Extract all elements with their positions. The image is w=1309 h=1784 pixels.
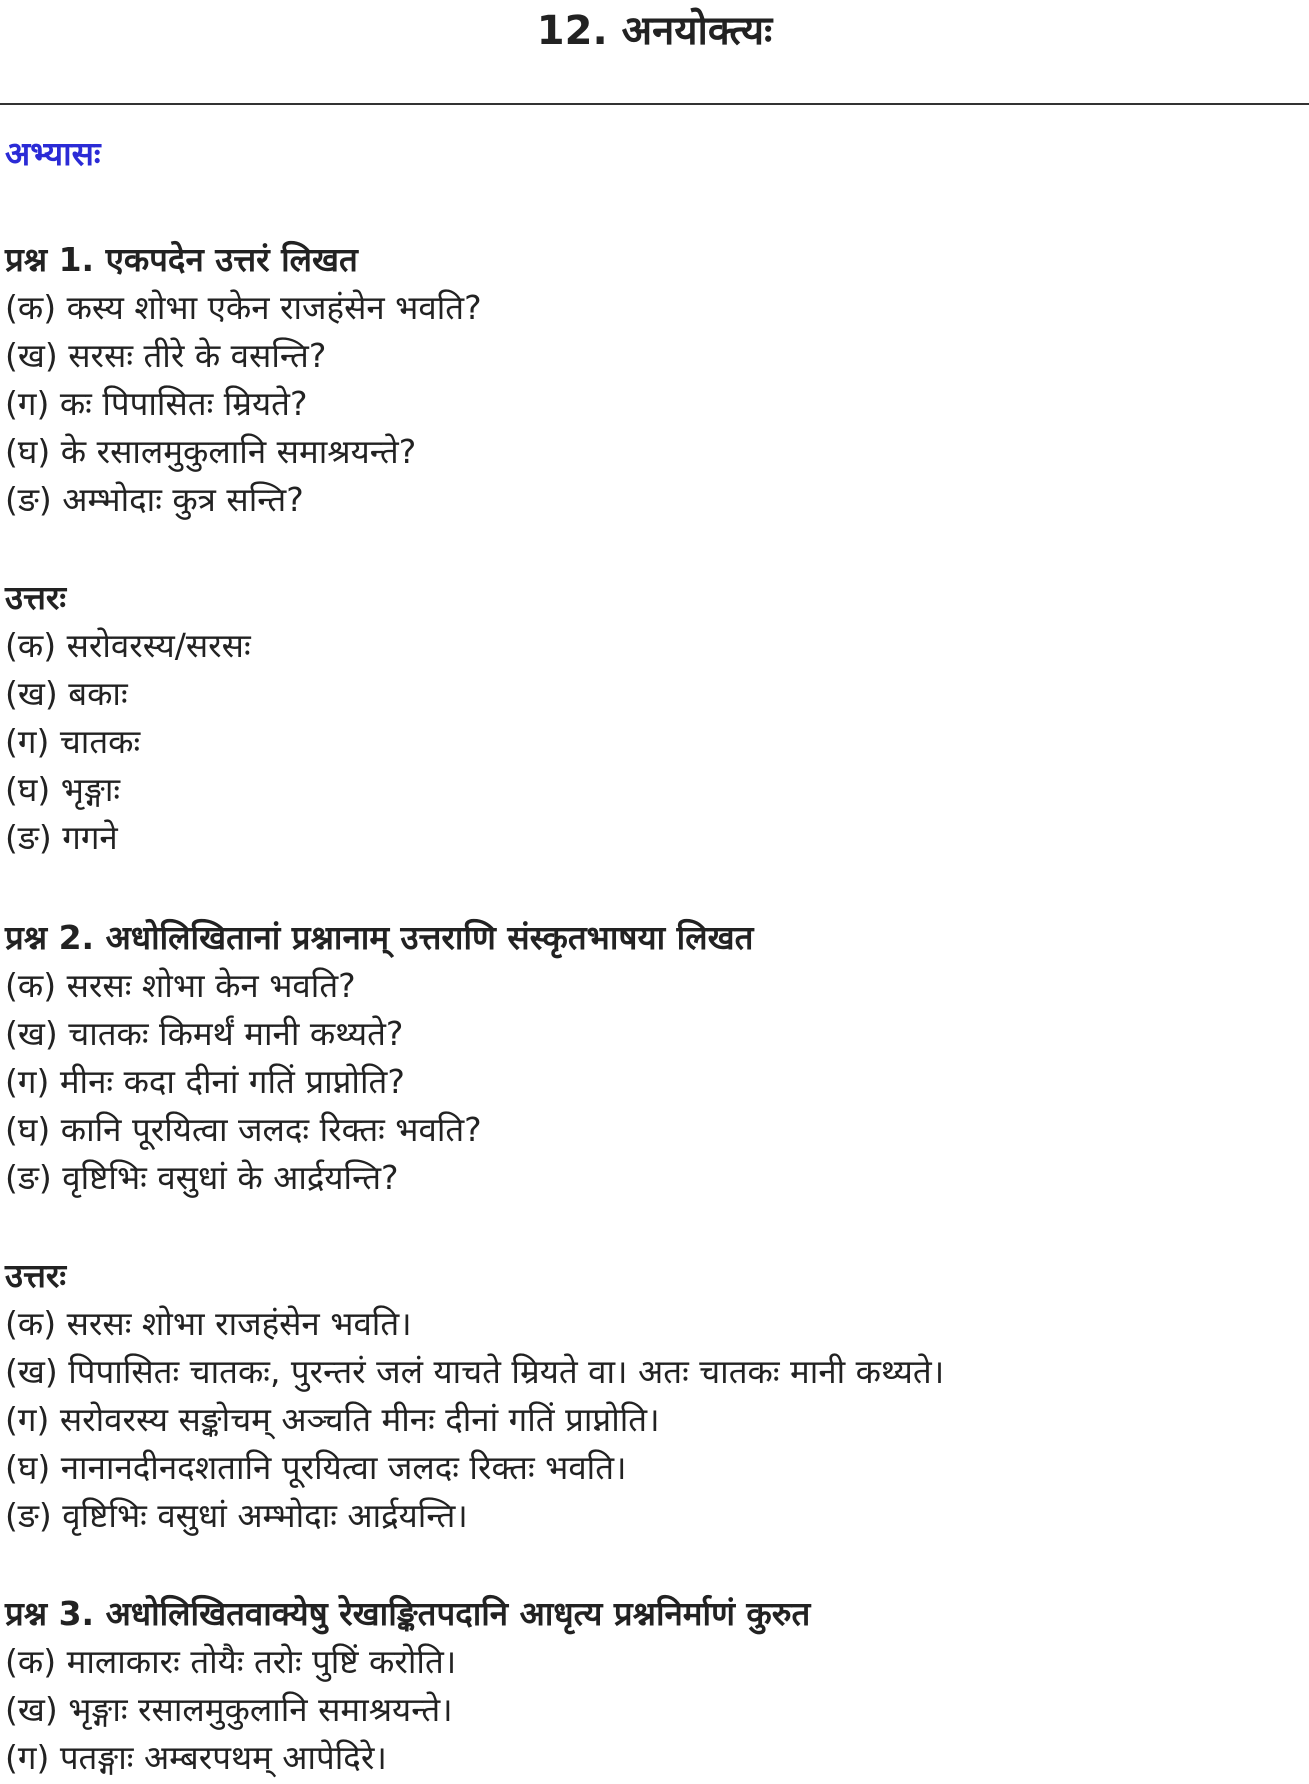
question-3: [5, 1590, 1300, 1782]
page-title: 12. अनयोक्त्यः: [536, 8, 773, 54]
question-1-item: (ख) सरसः तीरे के वसन्ति?: [5, 336, 327, 375]
question-1-item: (ग) कः पिपासितः म्रियते?: [5, 384, 308, 423]
answer-2: [5, 1252, 1300, 1540]
answer-2-item: (ग) सरोवरस्य सङ्कोचम् अञ्चति मीनः दीनां गतिं प्राप्नोति।: [5, 1400, 660, 1439]
answer-2-item: (ख) पिपासितः चातकः, पुरन्तरं जलं याचते म्रियते वा। अतः चातकः मानी कथ्यते।: [5, 1352, 945, 1391]
question-3-item: (ख) भृङ्गाः रसालमुकुलानि समाश्रयन्ते।: [5, 1690, 453, 1729]
question-2-heading: प्रश्न 2. अधोलिखितानां प्रश्नानाम् उत्तराणि संस्कृतभाषया लिखत: [5, 918, 754, 957]
practice-heading: अभ्यासः: [5, 134, 101, 173]
title-divider: [0, 103, 1309, 105]
answer-1-heading: उत्तरः: [5, 578, 67, 617]
answer-1: [5, 574, 1300, 862]
question-3-item: (ग) पतङ्गाः अम्बरपथम् आपेदिरे।: [5, 1738, 387, 1777]
answer-1-item: (घ) भृङ्गाः: [5, 770, 121, 809]
answer-2-item: (क) सरसः शोभा राजहंसेन भवति।: [5, 1304, 412, 1343]
question-1-item: (घ) के रसालमुकुलानि समाश्रयन्ते?: [5, 432, 417, 471]
question-3-item: (क) मालाकारः तोयैः तरोः पुष्टिं करोति।: [5, 1642, 457, 1681]
answer-2-item: (ङ) वृष्टिभिः वसुधां अम्भोदाः आर्द्रयन्ति।: [5, 1496, 468, 1535]
question-1: [5, 236, 1300, 524]
answer-2-heading: उत्तरः: [5, 1256, 67, 1295]
answer-1-item: (ग) चातकः: [5, 722, 141, 761]
question-1-heading: प्रश्न 1. एकपदेन उत्तरं लिखत: [5, 240, 358, 279]
answer-1-item: (क) सरोवरस्य/सरसः: [5, 626, 251, 665]
question-2-item: (ङ) वृष्टिभिः वसुधां के आर्द्रयन्ति?: [5, 1158, 399, 1197]
question-3-heading: प्रश्न 3. अधोलिखितवाक्येषु रेखाङ्कितपदानि आधृत्य प्रश्ननिर्माणं कुरुत: [5, 1594, 811, 1633]
answer-1-item: (ङ) गगने: [5, 818, 118, 857]
question-1-item: (ङ) अम्भोदाः कुत्र सन्ति?: [5, 480, 304, 519]
question-2-item: (घ) कानि पूरयित्वा जलदः रिक्तः भवति?: [5, 1110, 482, 1149]
question-2-item: (ग) मीनः कदा दीनां गतिं प्राप्नोति?: [5, 1062, 405, 1101]
question-2-item: (ख) चातकः किमर्थं मानी कथ्यते?: [5, 1014, 404, 1053]
question-2-item: (क) सरसः शोभा केन भवति?: [5, 966, 356, 1005]
answer-1-item: (ख) बकाः: [5, 674, 128, 713]
practice-heading-block: [5, 130, 1300, 178]
question-2: [5, 914, 1300, 1202]
answer-2-item: (घ) नानानदीनदशतानि पूरयित्वा जलदः रिक्तः भवति।: [5, 1448, 627, 1487]
question-1-item: (क) कस्य शोभा एकेन राजहंसेन भवति?: [5, 288, 482, 327]
